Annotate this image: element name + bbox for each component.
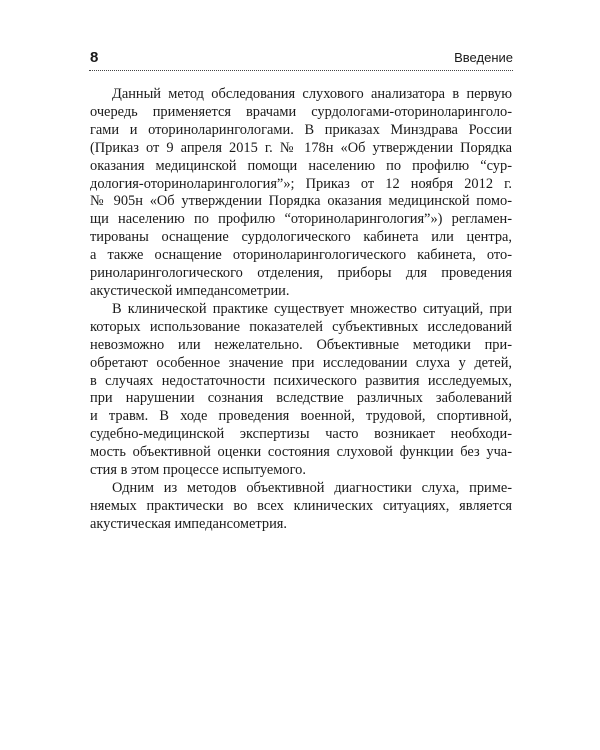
header-rule <box>89 70 513 71</box>
text-line: риноларингологического отделения, приборы для проведения <box>90 265 512 282</box>
text-line: очередь применяется врачами сурдологами-оториноларинголо- <box>90 103 512 120</box>
text-line: которых использование показателей субъективных исследований <box>90 318 512 335</box>
running-header: Введение <box>454 50 513 65</box>
text-line: В клинической практике существует множество ситуаций, при <box>112 300 512 317</box>
text-line: тированы оснащение сурдологического кабинета или центра, <box>90 229 512 246</box>
text-line: и травм. В ходе проведения военной, трудовой, спортивной, <box>90 408 512 425</box>
text-line: щи населению по профилю “оториноларингология”») регламен- <box>90 211 512 228</box>
body-text <box>90 86 512 534</box>
page-number: 8 <box>90 49 99 66</box>
text-line: в случаях недостаточности психического развития исследуемых, <box>90 372 512 389</box>
paragraph-3 <box>90 480 512 534</box>
text-line: дология-оториноларингология”»; Приказ от 12 ноября 2012 г. <box>90 175 512 192</box>
text-line: а также оснащение оториноларингологического кабинета, ото- <box>90 247 512 264</box>
text-line: гами и оториноларингологами. В приказах Минздрава России <box>90 121 512 138</box>
text-line: акустическая импедансометрия. <box>90 515 287 532</box>
text-line: мость объективной оценки состояния слуховой функции без уча- <box>90 444 512 461</box>
text-line: невозможно или нежелательно. Объективные методики при- <box>90 336 512 353</box>
text-line: обретают особенное значение при исследовании слуха у детей, <box>90 354 512 371</box>
text-line: акустической импедансометрии. <box>90 282 290 299</box>
text-line: при нарушении сознания вследствие различных заболеваний <box>90 390 512 407</box>
text-line: (Приказ от 9 апреля 2015 г. № 178н «Об утверждении Порядка <box>90 139 512 156</box>
text-line: оказания медицинской помощи населению по профилю “сур- <box>90 157 512 174</box>
paragraph-1 <box>90 86 512 301</box>
text-line: Данный метод обследования слухового анализатора в первую <box>112 86 512 102</box>
text-line: няемых практически во всех клинических ситуациях, является <box>90 497 512 514</box>
paragraph-2 <box>90 301 512 480</box>
text-line: стия в этом процессе испытуемого. <box>90 462 306 479</box>
text-line: № 905н «Об утверждении Порядка оказания медицинской помо- <box>90 193 512 210</box>
text-line: Одним из методов объективной диагностики слуха, приме- <box>112 479 512 496</box>
text-line: судебно-медицинской экспертизы часто возникает необходи- <box>90 426 512 443</box>
